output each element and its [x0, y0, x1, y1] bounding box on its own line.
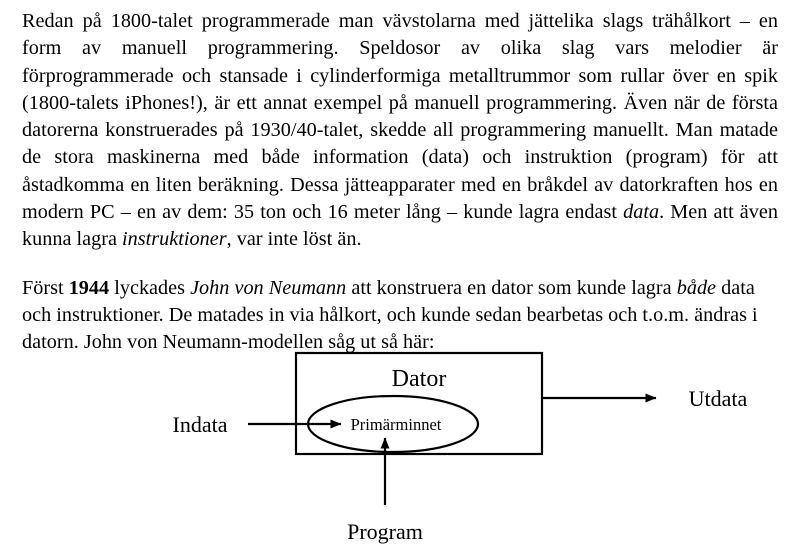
- input-label: Indata: [172, 412, 228, 437]
- body-text: [22, 8, 778, 357]
- para1-run-5: , var inte löst än.: [226, 228, 362, 251]
- para2-run-3: lyckades: [109, 276, 191, 299]
- paragraph-1: [22, 8, 778, 254]
- para2-run-1: Först: [22, 276, 69, 299]
- output-label: Utdata: [688, 386, 748, 411]
- primary-memory-label: Primärminnet: [350, 415, 442, 434]
- para2-run-2-bold-year: 1944: [68, 276, 110, 299]
- para2-run-7: data och instruktioner. De matades in via hålkort, och kunde sedan bearbetas och t.o.m. ändras i datorn. John von Neumann-modellen såg ut så här:: [22, 276, 758, 354]
- von-neumann-diagram: [0, 338, 800, 557]
- para2-run-6-italic: både: [676, 276, 717, 299]
- para1-run-4-italic: instruktioner: [122, 228, 227, 251]
- para1-run-3: . Men att även kunna lagra: [22, 201, 778, 251]
- program-label: Program: [347, 519, 423, 544]
- para1-run-1: Redan på 1800-talet programmerade man vävstolarna med jättelika slags trähålkort – en form av manuell programmering. Speldosor av olika slag vars melodier är förprogrammerade och stansade i cylinderformiga metalltrummor som rullar över en spik (1800-talets iPhones!), är ett annat exempel på manuell programmering. Även när de första datorerna konstruerades på 1930/40-talet, skedde all programmering manuellt. Man matade de stora maskinerna med både information (data) och instruktion (program) för att åstadkomma en liten beräkning. Dessa jätteapparater med en bråkdel av datorkraften hos en modern PC – en av dem: 35 ton och 16 meter lång – kunde lagra endast: [22, 10, 778, 224]
- para1-run-2-italic: data: [623, 201, 660, 224]
- para2-run-4-italic-name: John von Neumann: [190, 276, 347, 299]
- para2-run-5: att konstruera en dator som kunde lagra: [346, 276, 677, 299]
- computer-box-label: Dator: [391, 366, 447, 392]
